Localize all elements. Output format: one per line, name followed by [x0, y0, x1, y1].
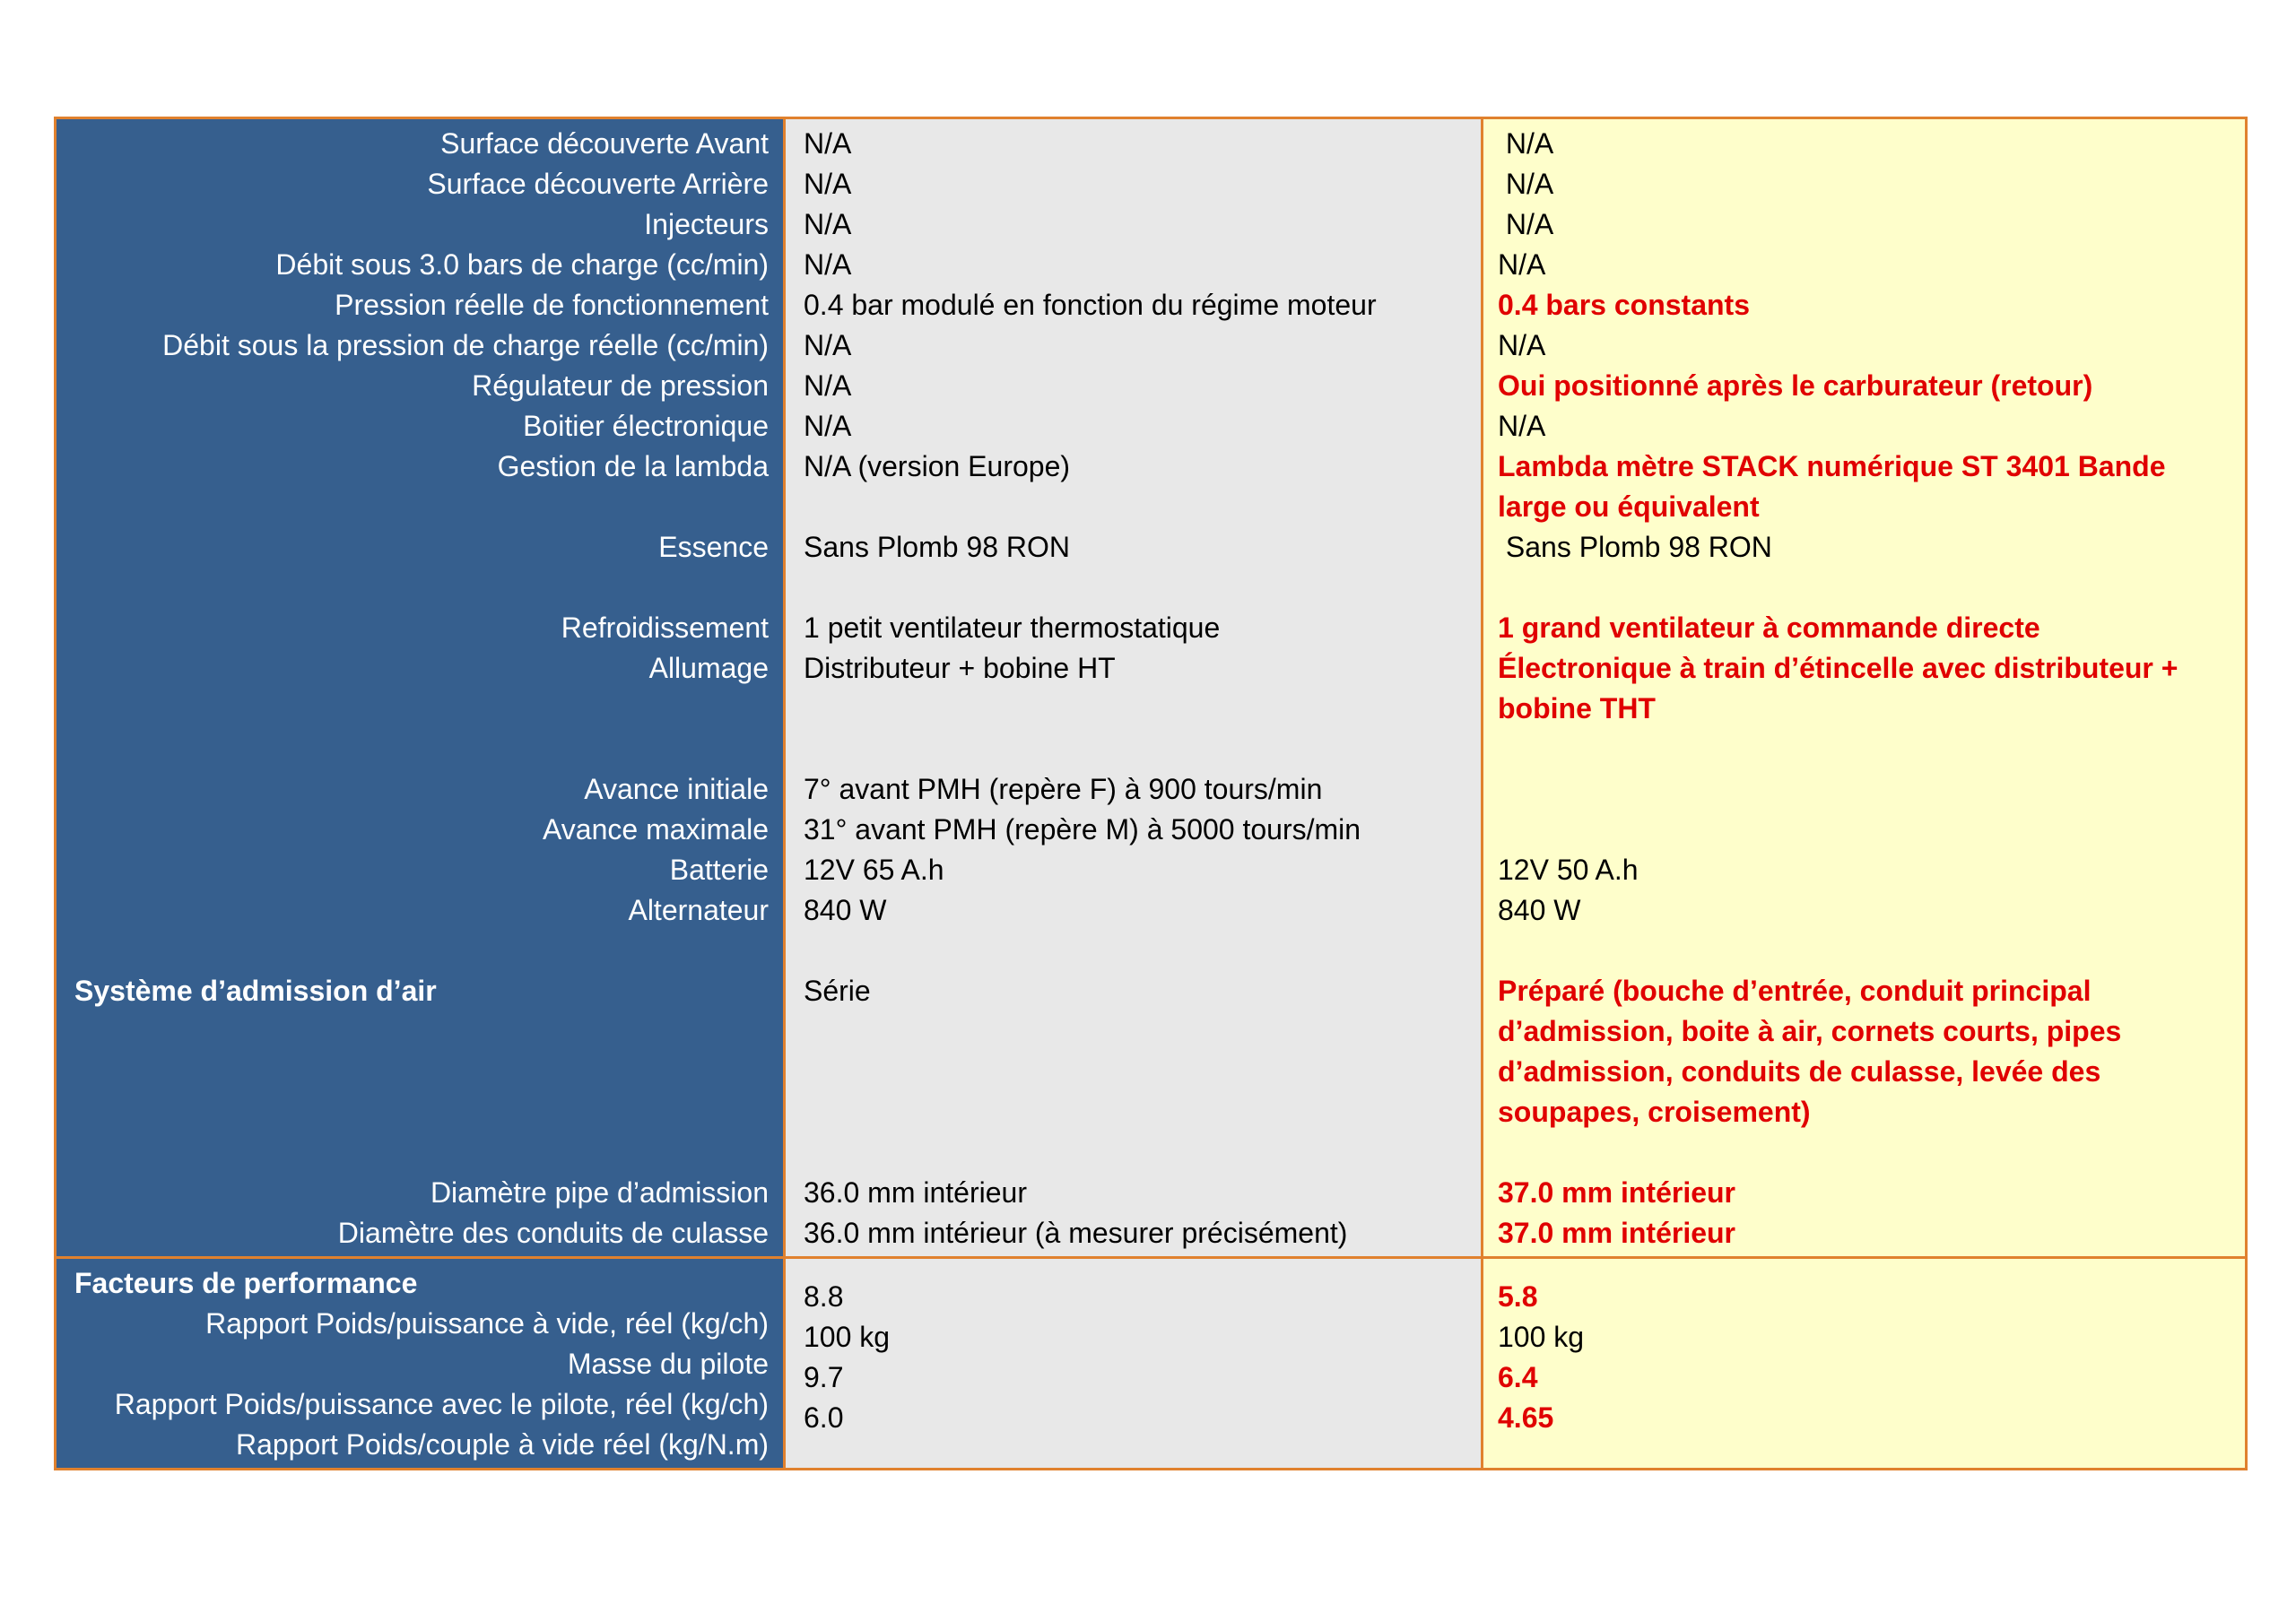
row-label: Régulateur de pression	[472, 369, 769, 402]
row-original-value	[804, 729, 1468, 769]
row-prepared-value: 1 grand ventilateur à commande directe	[1498, 612, 2040, 644]
row-label: Système d’admission d’air	[74, 975, 437, 1007]
label-column	[57, 119, 783, 1256]
row-prepared-value: 4.65	[1498, 1401, 1554, 1434]
row-original-value: 9.7	[804, 1361, 844, 1393]
row-original-value: N/A (version Europe)	[804, 450, 1071, 482]
row-label: Avance maximale	[543, 813, 769, 846]
row-label	[74, 568, 769, 608]
row-label: Débit sous 3.0 bars de charge (cc/min)	[275, 248, 769, 281]
row-prepared-value: 0.4 bars constants	[1498, 289, 1750, 321]
row-prepared-value: Lambda mètre STACK numérique ST 3401 Bande large ou équivalent	[1498, 450, 2174, 523]
row-original-value: 7° avant PMH (repère F) à 900 tours/min	[804, 773, 1323, 805]
row-original-value: 0.4 bar modulé en fonction du régime moteur	[804, 289, 1377, 321]
row-prepared-value: N/A	[1498, 248, 1546, 281]
row-label: Refroidissement	[561, 612, 769, 644]
row-label: Boitier électronique	[523, 410, 769, 442]
row-prepared-value: N/A	[1498, 410, 1546, 442]
row-label: Injecteurs	[644, 208, 769, 240]
row-label: Surface découverte Avant	[440, 127, 769, 160]
row-prepared-value	[1498, 1132, 2231, 1173]
row-prepared-value: Préparé (bouche d’entrée, conduit principal d’admission, boite à air, cornets courts, pipes d’admission, conduits de culasse, levée des soupapes, croisement)	[1498, 975, 2130, 1128]
row-label: Rapport Poids/puissance avec le pilote, réel (kg/ch)	[114, 1388, 769, 1420]
row-label: Débit sous la pression de charge réelle (cc/min)	[162, 329, 769, 361]
row-prepared-value: 6.4	[1498, 1361, 1538, 1393]
row-label: Diamètre des conduits de culasse	[337, 1217, 769, 1249]
row-original-value: 8.8	[804, 1280, 844, 1313]
row-prepared-value: N/A	[1498, 168, 1554, 200]
row-original-value: 1 petit ventilateur thermostatique	[804, 612, 1221, 644]
row-original-value: 100 kg	[804, 1321, 891, 1353]
row-prepared-value	[1498, 568, 2231, 608]
row-prepared-value	[1498, 931, 2231, 971]
spec-table	[54, 117, 2248, 1470]
row-prepared-value: N/A	[1498, 329, 1546, 361]
row-label: Rapport Poids/puissance à vide, réel (kg/ch)	[205, 1307, 769, 1340]
row-original-value: N/A	[804, 410, 852, 442]
row-original-value: 12V 65 A.h	[804, 854, 944, 886]
performance-title: Facteurs de performance	[74, 1267, 418, 1299]
row-label: Pression réelle de fonctionnement	[335, 289, 769, 321]
row-label	[74, 729, 769, 769]
row-prepared-value: 840 W	[1498, 894, 1581, 926]
row-label: Rapport Poids/couple à vide réel (kg/N.m)	[235, 1428, 769, 1461]
row-label: Alternateur	[628, 894, 769, 926]
engine-section	[57, 119, 2245, 1256]
row-label: Batterie	[669, 854, 769, 886]
row-original-value	[804, 931, 1468, 971]
row-label	[74, 931, 769, 971]
row-label: Masse du pilote	[567, 1348, 769, 1380]
row-prepared-value: 37.0 mm intérieur	[1498, 1217, 1735, 1249]
row-prepared-value: 100 kg	[1498, 1321, 1585, 1353]
row-prepared-value	[1498, 769, 2231, 810]
row-label: Allumage	[648, 652, 769, 684]
row-original-value: N/A	[804, 329, 852, 361]
row-prepared-value: N/A	[1498, 127, 1554, 160]
row-original-value: 36.0 mm intérieur (à mesurer précisément)	[804, 1217, 1348, 1249]
row-prepared-value: Oui positionné après le carburateur (retour)	[1498, 369, 2093, 402]
row-original-value: 31° avant PMH (repère M) à 5000 tours/min	[804, 813, 1361, 846]
performance-label-column	[57, 1259, 783, 1468]
row-label: Diamètre pipe d’admission	[430, 1176, 769, 1209]
row-prepared-value: 12V 50 A.h	[1498, 854, 1639, 886]
row-original-value: 36.0 mm intérieur	[804, 1176, 1027, 1209]
row-label: Avance initiale	[584, 773, 769, 805]
row-original-value	[804, 1132, 1468, 1173]
row-original-value: N/A	[804, 168, 852, 200]
row-prepared-value: Électronique à train d’étincelle avec distributeur + bobine THT	[1498, 652, 2187, 724]
row-prepared-value	[1498, 810, 2231, 850]
row-prepared-value: 5.8	[1498, 1280, 1538, 1313]
row-original-value: 840 W	[804, 894, 887, 926]
performance-section	[57, 1256, 2245, 1468]
original-column	[783, 119, 1481, 1256]
row-prepared-value	[1498, 729, 2231, 769]
row-original-value: 6.0	[804, 1401, 844, 1434]
row-original-value: N/A	[804, 127, 852, 160]
row-label: Essence	[658, 531, 769, 563]
row-original-value: N/A	[804, 369, 852, 402]
row-label: Surface découverte Arrière	[427, 168, 769, 200]
row-prepared-value: N/A	[1498, 208, 1554, 240]
row-original-value: N/A	[804, 248, 852, 281]
row-label	[74, 1132, 769, 1173]
row-original-value: N/A	[804, 208, 852, 240]
performance-prepared-column	[1481, 1259, 2245, 1468]
performance-original-column	[783, 1259, 1481, 1468]
row-original-value: Série	[804, 975, 871, 1007]
row-label: Gestion de la lambda	[497, 450, 769, 482]
prepared-column	[1481, 119, 2245, 1256]
row-prepared-value: Sans Plomb 98 RON	[1498, 531, 1772, 563]
row-original-value: Distributeur + bobine HT	[804, 652, 1116, 684]
row-prepared-value: 37.0 mm intérieur	[1498, 1176, 1735, 1209]
row-original-value	[804, 568, 1468, 608]
row-original-value: Sans Plomb 98 RON	[804, 531, 1071, 563]
